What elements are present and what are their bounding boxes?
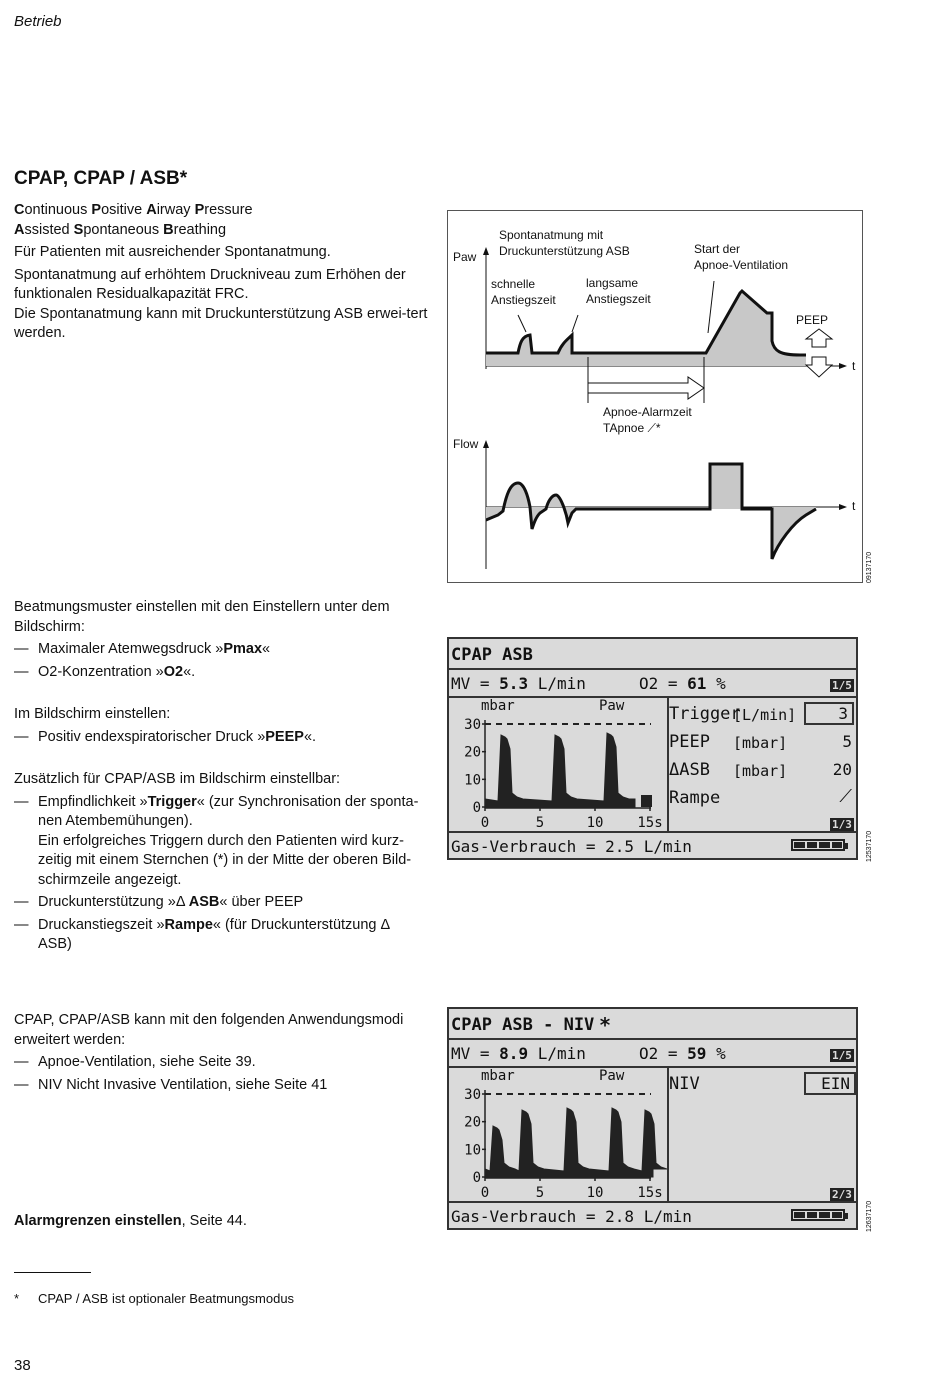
gas-readout: Gas-Verbrauch = 2.5 L/min	[451, 837, 692, 856]
ventilator-screen-cpap-asb-niv	[447, 1007, 858, 1230]
screen-title-bar	[449, 1009, 856, 1040]
list-item: — Druckunterstützung »Δ ASB« über PEEP	[14, 894, 304, 910]
peep-label: PEEP	[796, 313, 829, 327]
trigger-unit: [L/min]	[733, 706, 797, 724]
peep-up-arrow	[806, 329, 832, 347]
asb-expansion: Assisted Spontaneous Breathing	[14, 221, 227, 238]
modes-section	[14, 1011, 429, 1095]
paw-chart	[449, 698, 667, 831]
paw-chart-panel	[449, 698, 669, 831]
screen-title: CPAP ASB	[451, 645, 533, 665]
asb-value[interactable]: 20	[832, 760, 852, 779]
chart-x-tick-label: 5	[535, 815, 545, 831]
chart-y-tick-label: 20	[464, 744, 481, 761]
mv-readout: MV = 8.9 L/min	[451, 1044, 586, 1063]
langsam-label: langsame Anstiegszeit	[586, 276, 651, 306]
list-item: — NIV Nicht Invasive Ventilation, siehe Seite 41	[14, 1076, 328, 1093]
footnote-mark: *	[14, 1291, 20, 1306]
battery-tip	[845, 1213, 848, 1219]
params-panel	[669, 698, 856, 818]
page-indicator-top[interactable]: 1/5	[832, 1049, 852, 1062]
start-pointer	[708, 281, 714, 333]
screen-status-bar	[449, 670, 856, 698]
paw-label: Paw	[453, 250, 477, 264]
diagram-code: 09137170	[866, 551, 873, 583]
flow-x-arrow	[839, 504, 847, 510]
flow-apnoe-area	[710, 464, 742, 507]
screen-title: CPAP ASB - NIV	[451, 1015, 595, 1035]
settings-intro: Beatmungsmuster einstellen mit den Einstellern unter dem Bildschirm:	[14, 599, 390, 635]
rampe-label: Rampe	[669, 788, 721, 808]
waveform-svg	[448, 211, 862, 582]
trigger-star-indicator: *	[599, 1013, 612, 1037]
chart-y-tick-label: 10	[464, 772, 481, 789]
chart-unit: mbar	[481, 698, 515, 714]
gas-consumption-bar	[449, 1201, 856, 1230]
list-item: — Positiv endexspiratorischer Druck »PEEP«.	[14, 728, 317, 745]
paw-waveform	[485, 1108, 667, 1177]
peep-down-arrow	[806, 357, 832, 377]
asb-unit: [mbar]	[733, 762, 788, 780]
list-item: — Apnoe-Ventilation, siehe Seite 39.	[14, 1054, 256, 1070]
rampe-value-icon[interactable]: ⟋	[839, 786, 852, 807]
start-label: Start der Apnoe-Ventilation	[694, 242, 789, 272]
page-number: 38	[14, 1357, 31, 1374]
list-item: — O2-Konzentration »O2«.	[14, 663, 196, 680]
chart-name: Paw	[599, 1068, 625, 1084]
chart-x-tick-label: 5	[535, 1185, 545, 1201]
chart-y-tick-label: 30	[464, 717, 481, 733]
page-indicator-bottom[interactable]: 2/3	[832, 1188, 852, 1201]
asb-label: ΔASB	[669, 760, 710, 780]
list-item: — Empfindlichkeit »Trigger« (zur Synchronisation der sponta-nen Atembemühungen). Ein erfolgreiches Triggern durch den Patienten wird kurz-zeitig mit einem Sternchen (*) in der Mitte der oberen Bild-schirmzeile angezeigt.	[14, 793, 419, 888]
mv-readout: MV = 5.3 L/min	[451, 674, 586, 693]
chart-y-tick-label: 30	[464, 1087, 481, 1103]
footnote-text: CPAP / ASB ist optionaler Beatmungsmodus	[38, 1291, 295, 1306]
screen2-code: 12637170	[866, 1200, 873, 1232]
flow-label: Flow	[453, 437, 479, 451]
peep-value[interactable]: 5	[842, 732, 852, 751]
chart-x-tick-label: 0	[480, 1185, 490, 1201]
paw-x-arrow	[839, 363, 847, 369]
paw-chart	[449, 1068, 667, 1201]
battery-icon	[791, 839, 845, 851]
screen1-code: 12537170	[866, 830, 873, 862]
list-item: — Maximaler Atemwegsdruck »Pmax«	[14, 641, 271, 657]
paw-chart-panel	[449, 1068, 669, 1201]
chart-x-tick-label: 15s	[637, 815, 663, 831]
chart-unit: mbar	[481, 1068, 515, 1084]
chart-x-tick-label: 10	[586, 1185, 604, 1201]
screen-intro: Im Bildschirm einstellen:	[14, 706, 171, 722]
schnell-label: schnelle Anstiegszeit	[491, 277, 556, 307]
ventilator-screen-cpap-asb	[447, 637, 858, 860]
o2-readout: O2 = 61 %	[639, 674, 726, 693]
chart-y-tick-label: 20	[464, 1114, 481, 1131]
list-item: — Druckanstiegszeit »Rampe« (für Druckunterstützung Δ ASB)	[14, 916, 390, 952]
chart-y-tick-label: 10	[464, 1142, 481, 1159]
cursor-marker	[641, 795, 652, 807]
peep-label: PEEP	[669, 732, 710, 752]
chart-x-tick-label: 15s	[637, 1185, 663, 1201]
chart-x-tick-label: 0	[480, 815, 490, 831]
waveform-diagram	[447, 210, 863, 583]
trigger-label: Trigger	[669, 704, 741, 724]
intro-p3: Die Spontanatmung kann mit Druckunterstützung ASB erwei-tert werden.	[14, 305, 428, 341]
chart-y-tick-label: 0	[472, 800, 481, 816]
alarm-reference: Alarmgrenzen einstellen, Seite 44.	[14, 1213, 247, 1229]
flow-t-label: t	[852, 499, 856, 513]
page-header: Betrieb	[14, 13, 62, 30]
page-indicator-top[interactable]: 1/5	[832, 679, 852, 692]
params-panel	[669, 1068, 856, 1188]
cpap-expansion: Continuous Positive Airway Pressure	[14, 202, 253, 218]
schnell-pointer	[518, 315, 526, 332]
battery-icon	[791, 1209, 845, 1221]
footnote-divider	[14, 1272, 91, 1273]
peep-unit: [mbar]	[733, 734, 788, 752]
intro-p1: Für Patienten mit ausreichender Spontanatmung.	[14, 244, 331, 260]
o2-readout: O2 = 59 %	[639, 1044, 726, 1063]
apnoe-label: Apnoe-Alarmzeit TApnoe ⟋*	[603, 405, 692, 435]
paw-waveform	[485, 733, 635, 807]
chart-y-tick-label: 0	[472, 1170, 481, 1186]
niv-label: NIV	[669, 1074, 700, 1094]
flow-y-arrow	[483, 440, 489, 448]
niv-value-field[interactable]: EIN	[804, 1072, 856, 1095]
battery-tip	[845, 843, 848, 849]
page-indicator-bottom[interactable]: 1/3	[832, 818, 852, 831]
screen-title-bar	[449, 639, 856, 670]
settings-section	[14, 598, 429, 955]
paw-y-arrow	[483, 247, 489, 255]
apnoe-arrow	[588, 377, 704, 399]
flow-exp-area	[772, 507, 816, 559]
intro-text	[14, 201, 429, 344]
screen-status-bar	[449, 1040, 856, 1068]
modes-intro: CPAP, CPAP/ASB kann mit den folgenden Anwendungsmodi erweitert werden:	[14, 1012, 404, 1048]
page-title: CPAP, CPAP / ASB*	[14, 168, 188, 189]
langsam-pointer	[572, 315, 578, 332]
intro-p2: Spontanatmung auf erhöhtem Druckniveau zum Erhöhen der funktionalen Residualkapazität FRC.	[14, 266, 406, 302]
chart-name: Paw	[599, 698, 625, 714]
gas-consumption-bar	[449, 831, 856, 860]
gas-readout: Gas-Verbrauch = 2.8 L/min	[451, 1207, 692, 1226]
trigger-value-field[interactable]: 3	[804, 702, 854, 725]
asb-intro: Zusätzlich für CPAP/ASB im Bildschirm einstellbar:	[14, 771, 341, 787]
spontan-label: Spontanatmung mit Druckunterstützung ASB	[499, 228, 630, 258]
paw-t-label: t	[852, 359, 856, 373]
chart-x-tick-label: 10	[586, 815, 604, 831]
